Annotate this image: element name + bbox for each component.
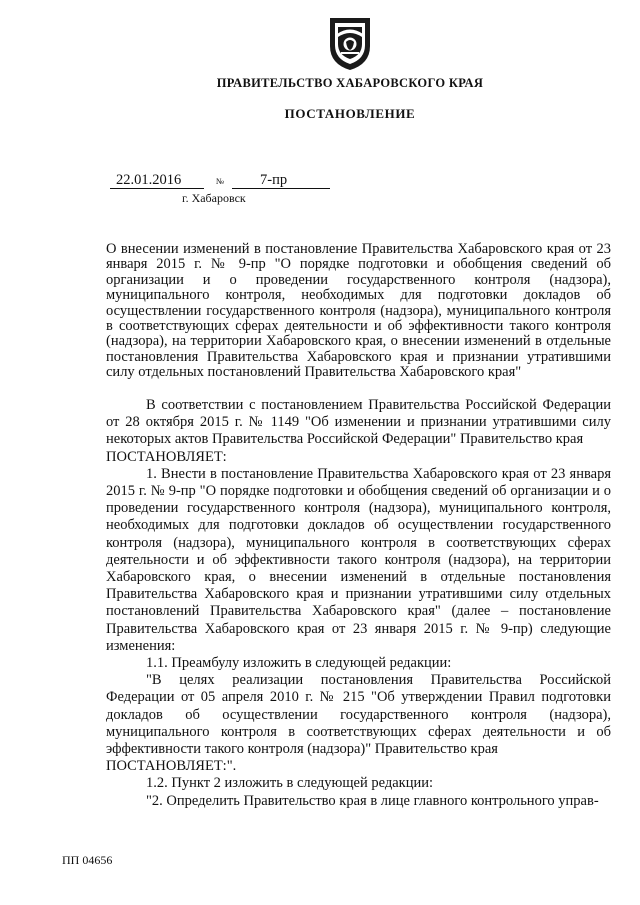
document-title: О внесении изменений в постановление Правительства Хабаровского края от 23 января 2015 г. № 9-пр "О порядке подготовки и обобщения сведений об организации и о проведении государственного контроля (надзора), муниципального контроля, необходимых для подготовки докладов об осуществлении государственного контроля (надзора), муниципального контроля в соответствующих сферах деятельности и об эффективности такого контроля (надзора), на территории Хабаровского края, о внесении изменений в отдельные постановления Правительства Хабаровского края и признании утратившими силу отдельных постановлений Правительства Хабаровского края" [106,241,611,381]
document-date: 22.01.2016 [110,172,204,189]
decree-heading-quoted: ПОСТАНОВЛЯЕТ:". [106,758,237,775]
coat-of-arms-icon [327,14,373,72]
document-body [106,397,611,810]
paragraph-1-2: 1.2. Пункт 2 изложить в следующей редакции: [146,775,434,792]
decree-heading: ПОСТАНОВЛЯЕТ: [106,448,227,465]
document-number-field [232,172,330,189]
quote-paragraph-2: "2. Определить Правительство края в лице главного контрольного управ- [146,792,599,809]
paragraph-1: 1. Внести в постановление Правительства Хабаровского края от 23 января 2015 г. № 9-пр "О порядке подготовки и обобщения сведений об организации и о проведении государственного контроля (надзора), муниципального контроля, необходимых для подготовки докладов об осуществлении государственного контроля (надзора), муниципального контроля в соответствующих сферах деятельности и об эффективности такого контроля (надзора), на территории Хабаровского края, о внесении изменений в отдельные постановления Правительства Хабаровского края и признании утратившими силу отдельных постановлений Правительства Хабаровского края" (далее – постановление Правительства Хабаровского края от 23 января 2015 г. № 9-пр) следующие изменения: [106,465,611,654]
number-sign: № [216,176,225,186]
quote-preamble: "В целях реализации постановления Правительства Российской Федерации от 05 апреля 2010 г. № 215 "Об утверждении Правил подготовки докладов об осуществлении государственного контроля (надзора), муниципального контроля в соответствующих сферах деятельности и об эффективности такого контроля (надзора)" Правительство края [106,672,611,758]
preamble-paragraph: В соответствии с постановлением Правительства Российской Федерации от 28 октября 2015 г. № 1149 "Об изменении и признании утратившими силу некоторых актов Правительства Российской Федерации" Правительство края [106,397,611,448]
document-number: 7-пр [260,172,288,188]
document-type: ПОСТАНОВЛЕНИЕ [284,106,416,121]
document-city: г. Хабаровск [182,191,246,205]
footer-code: ПП 04656 [62,853,113,867]
paragraph-1-1: 1.1. Преамбулу изложить в следующей редакции: [146,655,452,672]
organization-name: ПРАВИТЕЛЬСТВО ХАБАРОВСКОГО КРАЯ [216,76,484,90]
